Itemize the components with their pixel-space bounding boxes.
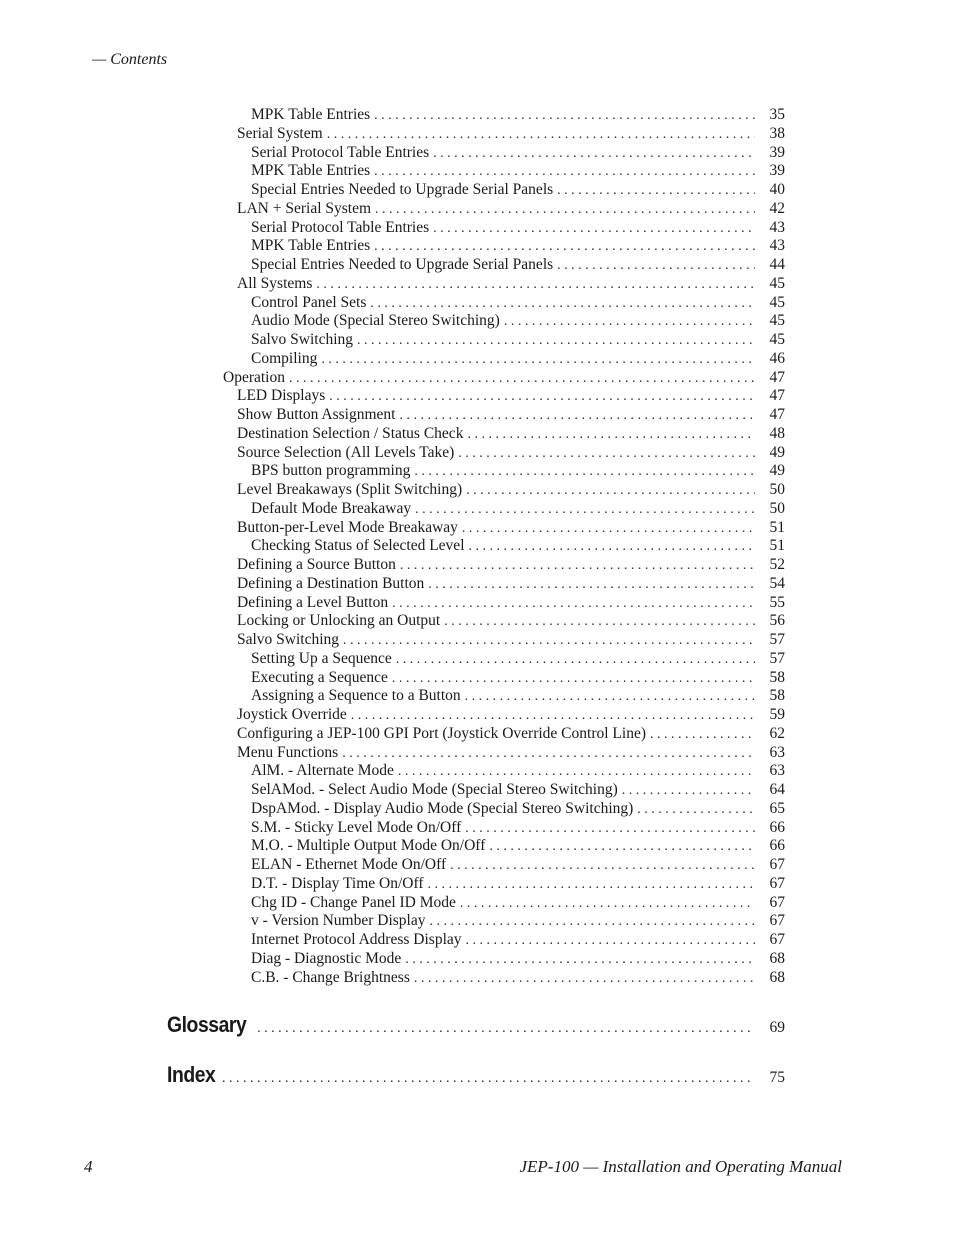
- toc-entry: [251, 781, 785, 800]
- toc-entry-page: 47: [769, 406, 785, 423]
- toc-entry-page: 47: [769, 368, 785, 386]
- dot-leader: [357, 333, 755, 349]
- dot-leader: [405, 952, 755, 968]
- toc-entry-page: 66: [769, 837, 785, 855]
- toc-entry-page: 67: [769, 931, 785, 948]
- toc-entry: [237, 387, 785, 406]
- toc-entry: [251, 669, 785, 688]
- toc-entry: [251, 256, 785, 275]
- toc-entry-title: Salvo Switching: [237, 631, 340, 648]
- toc-entry: [251, 462, 785, 481]
- toc-entry-title: Salvo Switching: [251, 331, 354, 348]
- dot-leader: [327, 127, 755, 143]
- dot-leader: [374, 164, 755, 180]
- toc-entry-page: 68: [769, 968, 785, 986]
- toc-entry-title: Control Panel Sets: [251, 293, 367, 311]
- toc-entry-title: C.B. - Change Brightness: [251, 968, 410, 986]
- section-page: 75: [769, 1069, 785, 1086]
- dot-leader: [222, 1071, 755, 1087]
- toc-entry: [251, 875, 785, 894]
- toc-entry: [237, 275, 785, 294]
- toc-entry: [237, 575, 785, 594]
- section-title: Index: [167, 1062, 216, 1087]
- dot-leader: [414, 971, 755, 987]
- toc-entry: [237, 594, 785, 613]
- toc-entry: [251, 687, 785, 706]
- toc-entry-page: 39: [769, 143, 785, 161]
- toc-entry-title: AlM. - Alternate Mode: [251, 762, 394, 780]
- dot-leader: [444, 614, 755, 630]
- toc-entry: [251, 162, 785, 181]
- toc-entry-title: ELAN - Ethernet Mode On/Off: [251, 856, 447, 873]
- toc-entry-page: 45: [769, 293, 785, 311]
- toc-entry: [251, 181, 785, 200]
- dot-leader: [399, 408, 755, 424]
- toc-entry-title: BPS button programming: [251, 462, 411, 480]
- toc-entry: [251, 312, 785, 331]
- dot-leader: [489, 839, 755, 855]
- toc-entry: [237, 612, 785, 631]
- toc-entry-page: 63: [769, 762, 785, 780]
- toc-entry-page: 63: [769, 743, 785, 761]
- toc-entry: [251, 331, 785, 350]
- dot-leader: [289, 371, 755, 387]
- dot-leader: [469, 539, 756, 555]
- dot-leader: [375, 202, 755, 218]
- toc-entry: [251, 237, 785, 256]
- dot-leader: [392, 596, 755, 612]
- dot-leader: [466, 933, 755, 949]
- toc-entry-title: MPK Table Entries: [251, 237, 371, 255]
- toc-entry-page: 65: [769, 799, 785, 817]
- toc-entry-page: 49: [769, 462, 785, 480]
- dot-leader: [467, 427, 755, 443]
- dot-leader: [321, 352, 755, 368]
- toc-entry-title: Chg ID - Change Panel ID Mode: [251, 893, 456, 911]
- toc-entry-page: 58: [769, 668, 785, 686]
- toc-entry-page: 58: [769, 687, 785, 705]
- toc-entry: [237, 425, 785, 444]
- toc-entry: [251, 500, 785, 519]
- toc-entry-page: 67: [769, 912, 785, 930]
- toc-entry: [251, 894, 785, 913]
- toc-entry-page: 47: [769, 387, 785, 405]
- dot-leader: [342, 746, 755, 762]
- toc-entry-title: Defining a Source Button: [237, 556, 396, 573]
- toc-entry-title: Serial Protocol Table Entries: [251, 218, 430, 236]
- dot-leader: [433, 146, 755, 162]
- toc-entry-title: Source Selection (All Levels Take): [237, 443, 455, 461]
- dot-leader: [329, 389, 755, 405]
- dot-leader: [557, 183, 755, 199]
- toc-entry: [237, 406, 785, 425]
- toc-entry-page: 39: [769, 162, 785, 180]
- section-page: 69: [769, 1019, 785, 1036]
- toc-entry: [237, 481, 785, 500]
- dot-leader: [428, 577, 755, 593]
- toc-entry: [251, 931, 785, 950]
- toc-entry-page: 68: [769, 949, 785, 967]
- toc-entry: [251, 837, 785, 856]
- toc-entry: [237, 706, 785, 725]
- dot-leader: [465, 689, 755, 705]
- page-number: 4: [84, 1157, 93, 1176]
- dot-leader: [466, 483, 755, 499]
- toc-entry: [251, 144, 785, 163]
- toc-entry-page: 35: [769, 106, 785, 123]
- dot-leader: [257, 1021, 755, 1037]
- toc-entry-page: 45: [769, 331, 785, 348]
- toc-entry: [251, 800, 785, 819]
- toc-entry-page: 67: [769, 856, 785, 873]
- toc-entry-page: 62: [769, 724, 785, 742]
- toc-entry: [251, 350, 785, 369]
- toc-entry-title: Internet Protocol Address Display: [251, 931, 462, 948]
- toc-entry: [223, 369, 785, 388]
- toc-entry-title: Default Mode Breakaway: [251, 499, 412, 517]
- toc-entry-title: Audio Mode (Special Stereo Switching): [251, 312, 500, 330]
- toc-entry-title: LED Displays: [237, 387, 326, 405]
- dot-leader: [622, 783, 755, 799]
- toc-entry-title: Show Button Assignment: [237, 406, 396, 423]
- dot-leader: [415, 502, 755, 518]
- document-title: JEP-100 — Installation and Operating Manual: [519, 1157, 842, 1176]
- dot-leader: [351, 708, 755, 724]
- toc-entry: [251, 650, 785, 669]
- toc-entry-title: Setting Up a Sequence: [251, 649, 392, 667]
- toc-entry: [251, 106, 785, 125]
- toc-entry-title: D.T. - Display Time On/Off: [251, 874, 424, 892]
- dot-leader: [398, 764, 755, 780]
- toc-entry-title: Serial Protocol Table Entries: [251, 143, 430, 161]
- toc-entry-title: Configuring a JEP-100 GPI Port (Joystick Override Control Line): [237, 724, 646, 742]
- dot-leader: [462, 521, 755, 537]
- toc-entry-title: Defining a Level Button: [237, 593, 389, 611]
- toc-entry-page: 43: [769, 237, 785, 255]
- toc-entry-page: 52: [769, 556, 785, 573]
- toc-entry-page: 59: [769, 706, 785, 723]
- toc-entry-title: DspAMod. - Display Audio Mode (Special Stereo Switching): [251, 799, 634, 817]
- toc-entry-title: M.O. - Multiple Output Mode On/Off: [251, 837, 486, 855]
- toc-entry: [237, 744, 785, 763]
- toc-entry-title: Diag - Diagnostic Mode: [251, 949, 402, 967]
- toc-entry-title: Destination Selection / Status Check: [237, 424, 464, 442]
- dot-leader: [557, 258, 755, 274]
- toc-entry-title: Joystick Override: [237, 706, 347, 723]
- toc-entry-title: Defining a Destination Button: [237, 574, 425, 592]
- toc-entry-page: 44: [769, 256, 785, 273]
- toc-entry: [251, 950, 785, 969]
- toc-entry-title: Checking Status of Selected Level: [251, 537, 465, 555]
- dot-leader: [637, 802, 755, 818]
- toc-entry-title: Menu Functions: [237, 743, 339, 761]
- toc-entry-title: Assigning a Sequence to a Button: [251, 687, 461, 705]
- toc-entry-title: S.M. - Sticky Level Mode On/Off: [251, 818, 462, 836]
- toc-entry: [237, 725, 785, 744]
- toc-entry: [237, 200, 785, 219]
- toc-entry-page: 66: [769, 818, 785, 836]
- toc-entry-title: Compiling: [251, 349, 318, 367]
- section-entry-glossary: [167, 1012, 785, 1038]
- toc-entry-title: Level Breakaways (Split Switching): [237, 481, 463, 498]
- toc-entry-title: LAN + Serial System: [237, 199, 372, 217]
- toc-entry-page: 67: [769, 874, 785, 892]
- toc-entry: [237, 631, 785, 650]
- toc-entry: [237, 519, 785, 538]
- toc-entry: [251, 537, 785, 556]
- toc-entry-page: 57: [769, 649, 785, 667]
- toc-entry-title: Special Entries Needed to Upgrade Serial Panels: [251, 256, 554, 273]
- dot-leader: [465, 821, 755, 837]
- toc-entry: [251, 912, 785, 931]
- dot-leader: [430, 914, 756, 930]
- dot-leader: [343, 633, 755, 649]
- toc-entry-page: 50: [769, 481, 785, 498]
- toc-entry-title: Serial System: [237, 124, 323, 142]
- dot-leader: [370, 296, 755, 312]
- dot-leader: [504, 314, 755, 330]
- toc-entry-title: v - Version Number Display: [251, 912, 426, 930]
- dot-leader: [400, 558, 755, 574]
- running-header: — Contents: [92, 51, 168, 68]
- toc-entry: [251, 969, 785, 988]
- dot-leader: [414, 464, 755, 480]
- dot-leader: [450, 858, 755, 874]
- toc-entry-page: 64: [769, 781, 785, 798]
- toc-entry-page: 51: [769, 537, 785, 555]
- toc-entry-page: 55: [769, 593, 785, 611]
- toc-entry-page: 49: [769, 443, 785, 461]
- toc-entry-page: 50: [769, 499, 785, 517]
- toc-entry-title: Operation: [223, 368, 285, 386]
- toc-entry: [251, 219, 785, 238]
- toc-entry: [237, 556, 785, 575]
- dot-leader: [460, 896, 755, 912]
- toc-entry-page: 45: [769, 274, 785, 292]
- toc-entry-title: Special Entries Needed to Upgrade Serial Panels: [251, 181, 554, 198]
- toc-entry-title: Button-per-Level Mode Breakaway: [237, 518, 458, 536]
- toc-entry: [237, 125, 785, 144]
- toc-entry-page: 56: [769, 612, 785, 630]
- toc-entry: [251, 762, 785, 781]
- toc-entry-page: 42: [769, 199, 785, 217]
- toc-entry-page: 40: [769, 181, 785, 198]
- toc-entry: [251, 856, 785, 875]
- dot-leader: [374, 239, 755, 255]
- toc-entry-page: 67: [769, 893, 785, 911]
- toc-entry: [251, 294, 785, 313]
- dot-leader: [316, 277, 755, 293]
- dot-leader: [433, 221, 755, 237]
- toc-entry-title: SelAMod. - Select Audio Mode (Special Stereo Switching): [251, 781, 618, 798]
- toc-entry-page: 54: [769, 574, 785, 592]
- toc-entry-page: 46: [769, 349, 785, 367]
- toc-entry-title: Locking or Unlocking an Output: [237, 612, 441, 630]
- toc-entry-title: All Systems: [237, 274, 313, 292]
- section-title: Glossary: [167, 1012, 247, 1037]
- toc-entry-page: 51: [769, 518, 785, 536]
- toc-entry-title: MPK Table Entries: [251, 106, 371, 123]
- toc-entry-page: 57: [769, 631, 785, 648]
- toc-entry-page: 45: [769, 312, 785, 330]
- dot-leader: [374, 108, 755, 124]
- dot-leader: [392, 671, 755, 687]
- toc-entry-title: Executing a Sequence: [251, 668, 388, 686]
- dot-leader: [650, 727, 755, 743]
- section-entry-index: [167, 1062, 785, 1088]
- dot-leader: [428, 877, 755, 893]
- toc-entry-page: 43: [769, 218, 785, 236]
- dot-leader: [458, 446, 755, 462]
- toc-entry: [237, 444, 785, 463]
- toc-entry-page: 38: [769, 124, 785, 142]
- toc-entry: [251, 819, 785, 838]
- dot-leader: [396, 652, 755, 668]
- toc-entry-title: MPK Table Entries: [251, 162, 371, 180]
- toc-entry-page: 48: [769, 424, 785, 442]
